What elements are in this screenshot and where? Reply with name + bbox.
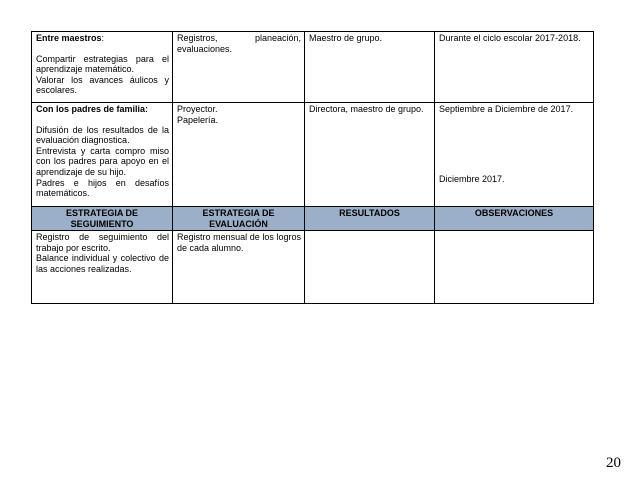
cell-parents-activities: Con los padres de familia: Difusión de los resultados de la evaluación diagnostica. Entrevista y carta compro miso con los padres para apoyo en el aprendizaje de su hijo. Padres e hijos en desafíos matemáticos. <box>32 103 173 207</box>
page-number: 20 <box>606 455 621 471</box>
header-results: RESULTADOS <box>305 207 435 231</box>
cell-line: Difusión de los resultados de la evaluación diagnostica. <box>36 124 169 146</box>
strategy-table <box>31 31 594 304</box>
cell-title: Con los padres de familia <box>36 104 146 114</box>
cell-responsible: Directora, maestro de grupo. <box>305 103 435 207</box>
table-row <box>32 231 594 304</box>
cell-line: Proyector. <box>177 104 218 114</box>
cell-line: Entrevista y carta compro miso con los padres para apoyo en el aprendizaje de su hijo. <box>36 145 169 177</box>
table-row <box>32 103 594 207</box>
table-row <box>32 32 594 103</box>
cell-period <box>435 103 594 207</box>
header-observations: OBSERVACIONES <box>435 207 594 231</box>
cell-responsible: Maestro de grupo. <box>305 32 435 103</box>
cell-line: Compartir estrategias para el aprendizaje matemático. <box>36 53 169 75</box>
cell-line: Registro de seguimiento del trabajo por escrito. <box>36 232 169 253</box>
cell-resources: Registros, planeación, evaluaciones. <box>173 32 305 103</box>
cell-title: Entre maestros <box>36 33 102 43</box>
cell-period: Durante el ciclo escolar 2017-2018. <box>435 32 594 103</box>
cell-results <box>305 231 435 304</box>
cell-evaluation: Registro mensual de los logros de cada alumno. <box>173 231 305 304</box>
cell-line: Balance individual y colectivo de las acciones realizadas. <box>36 253 169 274</box>
cell-line: Septiembre a Diciembre de 2017. <box>439 104 574 114</box>
cell-observations <box>435 231 594 304</box>
cell-resources <box>173 103 305 207</box>
header-evaluation-strategy: ESTRATEGIA DE EVALUACIÓN <box>173 207 305 231</box>
cell-teachers-activities: Entre maestros: Compartir estrategias para el aprendizaje matemático. Valorar los avances áulicos y escolares. <box>32 32 173 103</box>
table-header-row <box>32 207 594 231</box>
header-follow-up-strategy: ESTRATEGIA DE SEGUIMIENTO <box>32 207 173 231</box>
cell-line: Papelería. <box>177 114 219 125</box>
cell-line: Padres e hijos en desafíos matemáticos. <box>36 177 169 199</box>
cell-line: Valorar los avances áulicos y escolares. <box>36 74 169 96</box>
cell-line: Diciembre 2017. <box>439 173 505 184</box>
cell-follow-up <box>32 231 173 304</box>
